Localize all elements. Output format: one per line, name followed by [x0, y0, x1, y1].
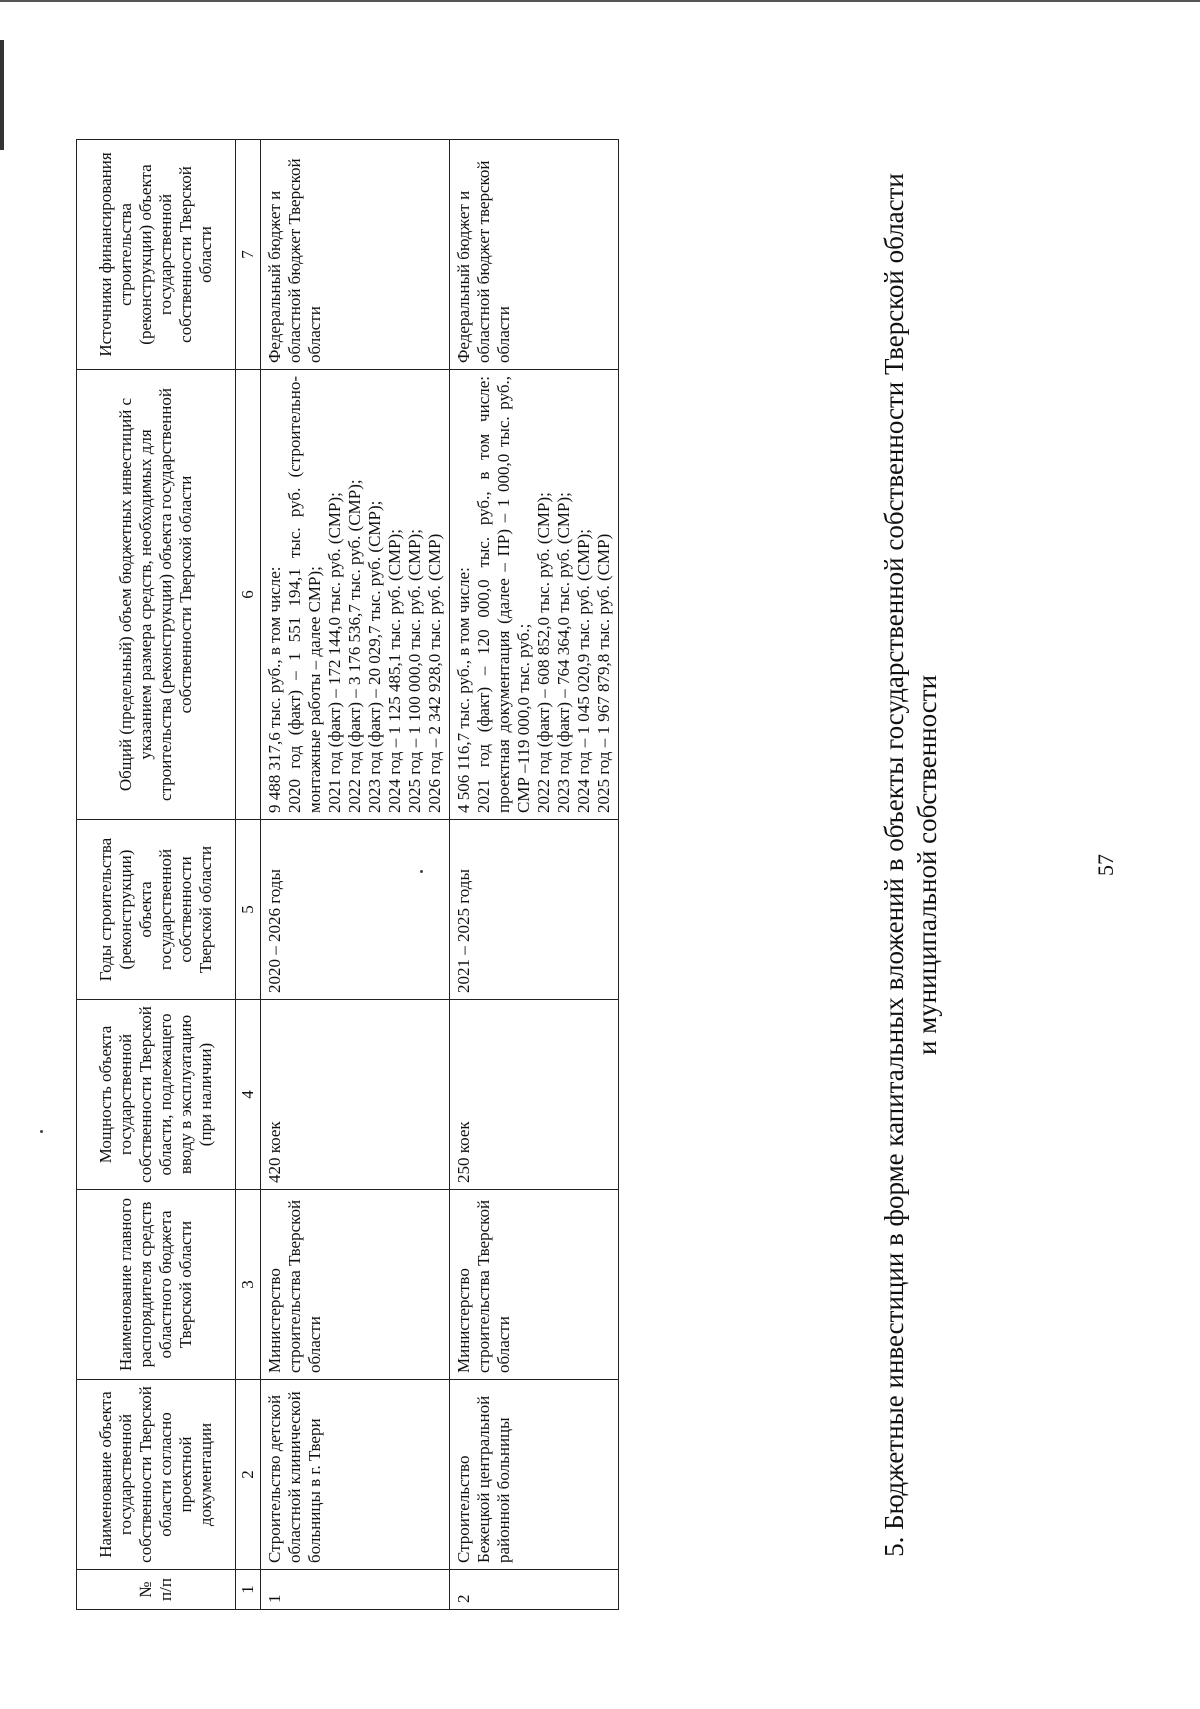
- column-number: 3: [236, 1190, 261, 1380]
- investment-line: 2020 год (факт) – 1 551 194,1 тыс. руб. (строительно-монтажные работы – далее СМР);: [285, 376, 324, 813]
- section-title: [878, 65, 944, 1665]
- column-number: 4: [236, 1000, 261, 1190]
- column-number: 5: [236, 820, 261, 1000]
- cell-capacity: 250 коек: [450, 1000, 619, 1190]
- investment-line: 9 488 317,6 тыс. руб., в том числе:: [265, 566, 284, 813]
- cell-manager: Министерство строительства Тверской области: [450, 1190, 619, 1380]
- investment-line: 2022 год (факт) – 3 176 536,7 тыс. руб. (СМР);: [345, 479, 364, 813]
- header-cell: № п/п: [77, 1570, 236, 1610]
- column-number: 1: [236, 1570, 261, 1610]
- cell-num: 1: [261, 1570, 450, 1610]
- investment-line: 2026 год – 2 342 928,0 тыс. руб. (СМР): [425, 533, 444, 813]
- page-number: 57: [1093, 854, 1118, 876]
- investment-line: 2025 год – 1 100 000,0 тыс. руб. (СМР);: [405, 528, 424, 813]
- investment-line: 2024 год – 1 125 485,1 тыс. руб. (СМР);: [385, 528, 404, 813]
- table-row: [261, 140, 450, 1610]
- cell-capacity: 420 коек: [261, 1000, 450, 1190]
- header-cell: Общий (предельный) объем бюджетных инвестиций с указанием размера средств, необходимых для строительства (реконструкции) объекта государственной собственности Тверской области: [77, 370, 236, 820]
- investment-line: 2023 год (факт) – 20 029,7 тыс. руб. (СМР);: [365, 500, 384, 813]
- header-cell: Наименование главного распорядителя средств областного бюджета Тверской области: [77, 1190, 236, 1380]
- column-number: 2: [236, 1380, 261, 1570]
- cell-investment: [450, 370, 619, 820]
- cell-years: 2020 – 2026 годы: [261, 820, 450, 1000]
- investment-line: 2023 год (факт) – 764 364,0 тыс. руб. (СМР);: [554, 492, 573, 813]
- header-row: [77, 140, 236, 1610]
- section-title-line2: и муниципальной собственности: [912, 674, 942, 1056]
- rotated-page: [38, 65, 1178, 1665]
- cell-manager: Министерство строительства Тверской области: [261, 1190, 450, 1380]
- cell-object: Строительство Бежецкой центральной районной больницы: [450, 1380, 619, 1570]
- column-number: 7: [236, 140, 261, 370]
- investment-table: [76, 139, 619, 1610]
- column-number-row: [236, 140, 261, 1610]
- header-cell: Наименование объекта государственной собственности Тверской области согласно проектной документации: [77, 1380, 236, 1570]
- cell-investment: [261, 370, 450, 820]
- header-cell: Мощность объекта государственной собственности Тверской области, подлежащего вводу в эксплуатацию (при наличии): [77, 1000, 236, 1190]
- header-cell: Источники финансирования строительства (реконструкции) объекта государственной собственности Тверской области: [77, 140, 236, 370]
- investment-line: 4 506 116,7 тыс. руб., в том числе:: [454, 567, 473, 813]
- header-cell: Годы строительства (реконструкции) объекта государственной собственности Тверской области: [77, 820, 236, 1000]
- investment-line: 2025 год – 1 967 879,8 тыс. руб. (СМР): [594, 533, 613, 813]
- cell-num: 2: [450, 1570, 619, 1610]
- scan-border-line: [0, 0, 1200, 2]
- cell-sources: Федеральный бюджет и областной бюджет тверской области: [450, 140, 619, 370]
- investment-line: 2021 год (факт) – 172 144,0 тыс. руб. (СМР);: [325, 492, 344, 813]
- cell-years: 2021 – 2025 годы: [450, 820, 619, 1000]
- section-title-line1: 5. Бюджетные инвестиции в форме капитальных вложений в объекты государственной собственности Тверской области: [879, 173, 909, 1557]
- column-number: 6: [236, 370, 261, 820]
- investment-line: 2022 год (факт) – 608 852,0 тыс. руб. (СМР);: [534, 492, 553, 813]
- investment-line: 2024 год – 1 045 020,9 тыс. руб. (СМР);: [574, 528, 593, 813]
- investment-line: 2021 год (факт) – 120 000,0 тыс. руб., в том числе: проектная документация (далее – ПР) – 1 000,0 тыс. руб., СМР –119 000,0 тыс. руб.;: [474, 376, 533, 813]
- table-row: [450, 140, 619, 1610]
- scan-edge-mark: [0, 40, 4, 150]
- cell-sources: Федеральный бюджет и областной бюджет Тверской области: [261, 140, 450, 370]
- cell-object: Строительство детской областной клинической больницы в г. Твери: [261, 1380, 450, 1570]
